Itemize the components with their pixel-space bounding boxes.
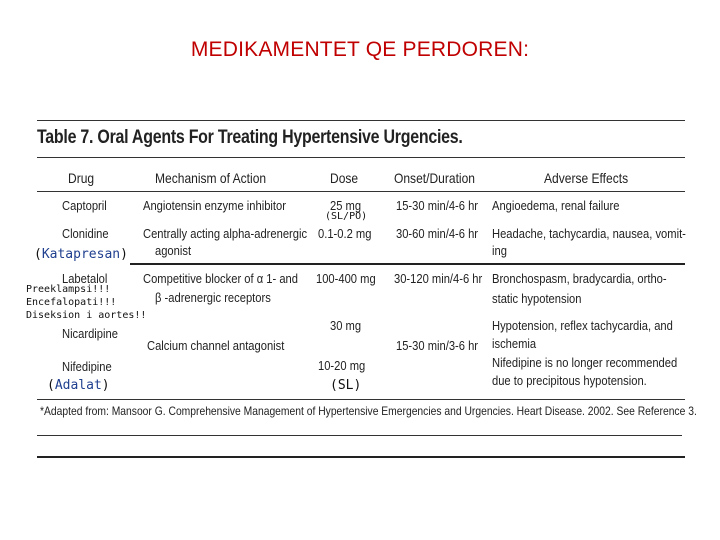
- warning-annotations: [26, 283, 146, 322]
- row-rule: [130, 263, 685, 265]
- warning-preeklampsi: Preeklampsi!!!: [26, 284, 111, 295]
- adverse-cell: Hypotension, reflex tachycardia, and: [492, 318, 673, 333]
- bottom-rule-thin: [37, 435, 682, 436]
- table-caption: Table 7. Oral Agents For Treating Hypertensive Urgencies.: [37, 127, 463, 148]
- bottom-rule-thick: [37, 456, 685, 458]
- adalat-annotation: [47, 378, 110, 393]
- sl-annotation: (SL): [330, 378, 362, 393]
- drug-cell: Clonidine: [62, 226, 109, 241]
- header-drug: Drug: [68, 170, 95, 186]
- drug-cell: Captopril: [62, 198, 107, 213]
- table-footnote: *Adapted from: Mansoor G. Comprehensive Management of Hypertensive Emergencies and Urgencies. Heart Disease. 2002. See Reference 3.: [40, 404, 697, 418]
- drug-cell: Labetalol: [62, 271, 108, 286]
- katapresan-annotation: [34, 247, 128, 262]
- adalat-label: Adalat: [54, 378, 102, 393]
- slide-title: MEDIKAMENTET QE PERDOREN:: [190, 38, 530, 61]
- dose-cell: 100-400 mg: [316, 271, 376, 286]
- header-rule: [37, 191, 685, 192]
- header-adverse: Adverse Effects: [544, 170, 629, 186]
- adverse-cell: Headache, tachycardia, nausea, vomit-: [492, 226, 686, 241]
- onset-cell: 15-30 min/4-6 hr: [396, 198, 479, 213]
- adalat-open-paren: (: [47, 378, 55, 393]
- adverse-cell: Angioedema, renal failure: [492, 198, 620, 213]
- dose-cell: 25 mg: [330, 198, 362, 213]
- mechanism-cell-cont: β -adrenergic receptors: [155, 290, 271, 305]
- sl-po-annotation: (SL/PO): [325, 211, 368, 222]
- mechanism-cell: Centrally acting alpha-adrenergic: [143, 226, 308, 241]
- dose-cell: 30 mg: [330, 318, 362, 333]
- adverse-cell-cont: static hypotension: [492, 291, 582, 306]
- warning-encefalopati: Encefalopati!!!: [26, 297, 117, 308]
- dose-cell: 10-20 mg: [318, 358, 366, 373]
- adverse-cell-cont: due to precipitous hypotension.: [492, 373, 647, 388]
- footnote-rule: [37, 399, 685, 400]
- katapresan-label: Katapresan: [41, 247, 121, 262]
- onset-cell: 30-120 min/4-6 hr: [394, 271, 483, 286]
- mechanism-cell: Competitive blocker of α 1- and: [143, 271, 298, 286]
- adverse-cell-cont: ing: [492, 243, 507, 258]
- header-mechanism: Mechanism of Action: [155, 170, 267, 186]
- warning-diseksion: Diseksion i aortes!!: [26, 310, 147, 321]
- adverse-cell: Nifedipine is no longer recommended: [492, 355, 678, 370]
- adverse-cell: Bronchospasm, bradycardia, ortho-: [492, 271, 667, 286]
- onset-cell: 15-30 min/3-6 hr: [396, 338, 479, 353]
- adverse-cell-cont: ischemia: [492, 336, 537, 351]
- onset-cell: 30-60 min/4-6 hr: [396, 226, 479, 241]
- mechanism-cell-cont: agonist: [155, 243, 192, 258]
- drug-cell: Nifedipine: [62, 359, 112, 374]
- drug-cell: Nicardipine: [62, 326, 118, 341]
- katapresan-close-paren: ): [120, 247, 128, 262]
- header-onset: Onset/Duration: [394, 170, 475, 186]
- adalat-close-paren: ): [101, 378, 110, 393]
- header-dose: Dose: [330, 170, 359, 186]
- dose-cell: 0.1-0.2 mg: [318, 226, 372, 241]
- table-top-rule: [37, 120, 685, 121]
- mechanism-cell: Angiotensin enzyme inhibitor: [143, 198, 286, 213]
- katapresan-open-paren: (: [34, 247, 42, 262]
- mechanism-cell: Calcium channel antagonist: [147, 338, 285, 353]
- caption-rule: [37, 157, 685, 158]
